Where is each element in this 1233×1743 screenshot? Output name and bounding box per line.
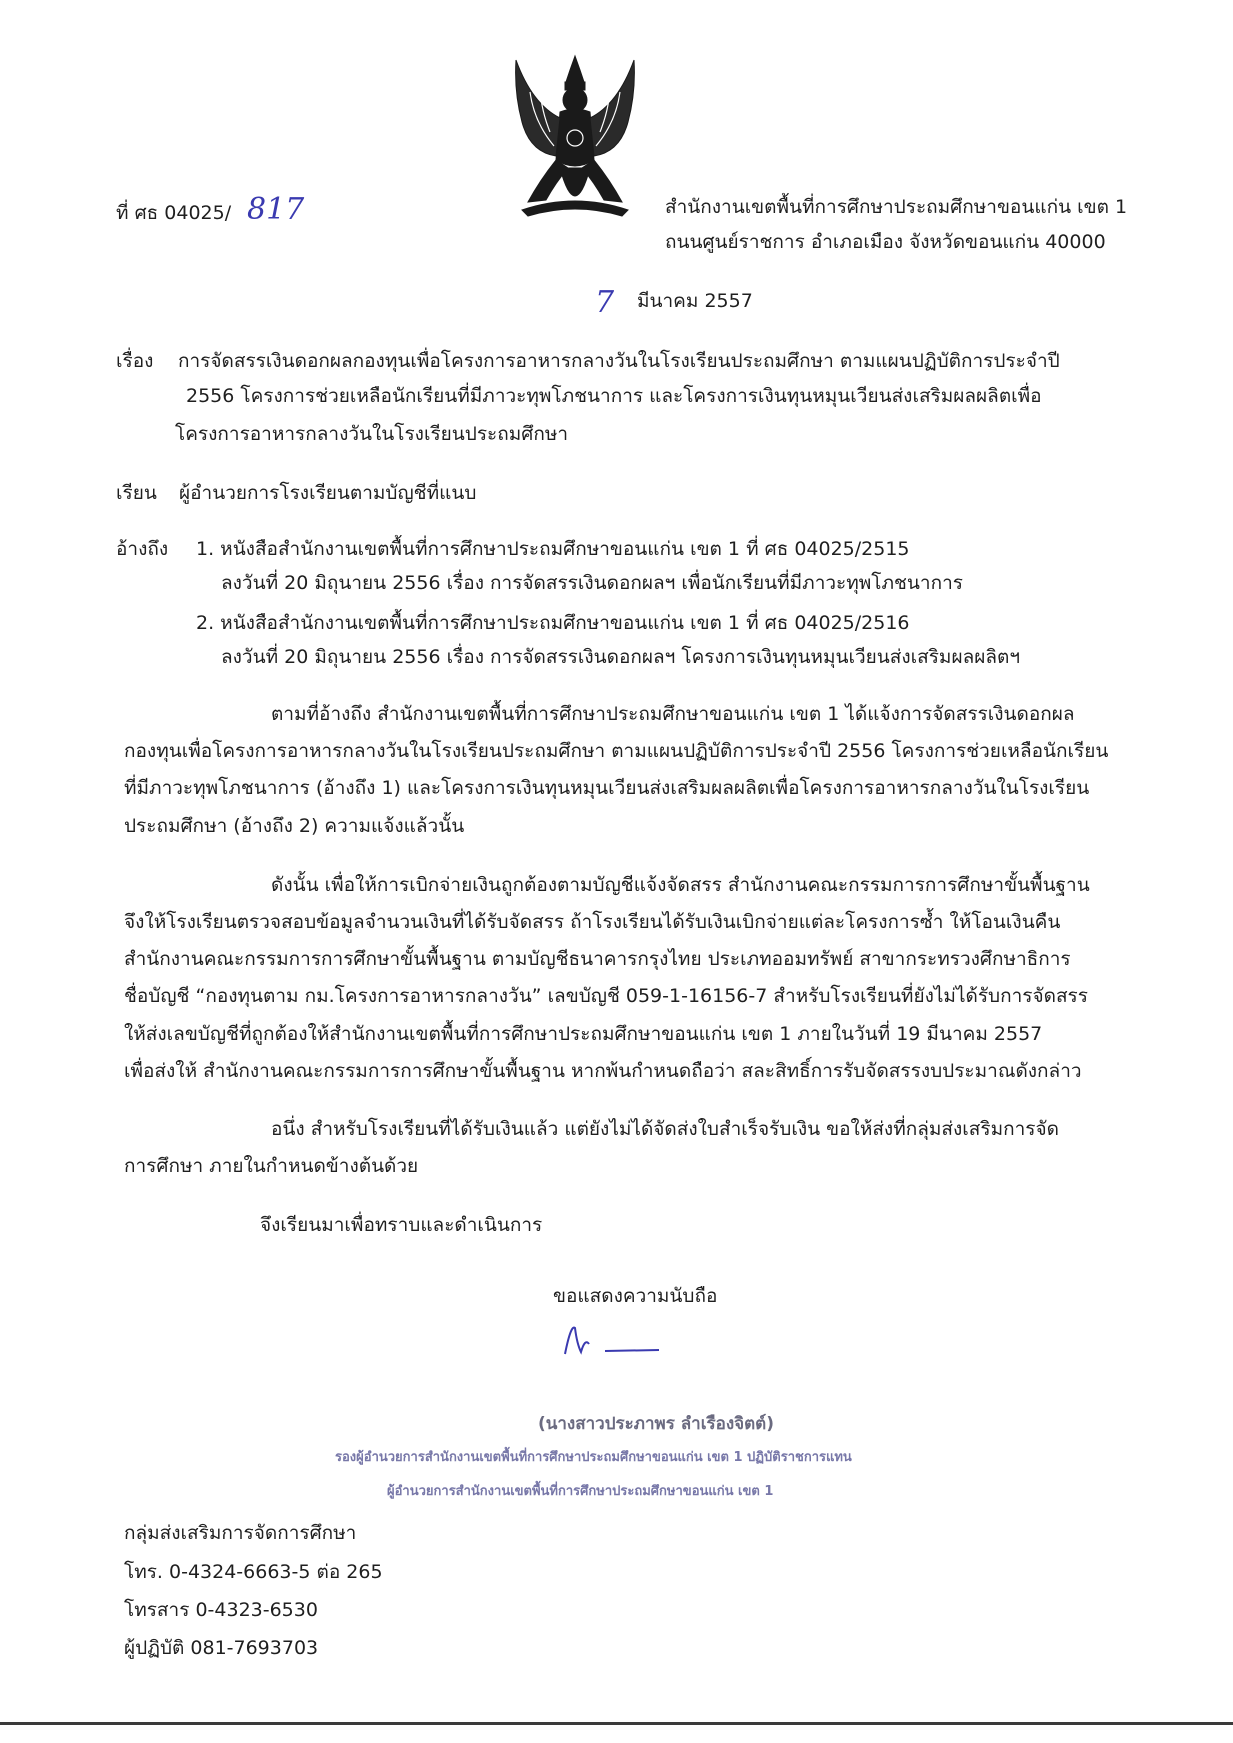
salutation-label: เรียน <box>116 482 157 504</box>
signature-mark <box>555 1318 665 1364</box>
subject-line-1: การจัดสรรเงินดอกผลกองทุนเพื่อโครงการอาหารกลางวันในโรงเรียนประถมศึกษา ตามแผนปฏิบัติการประจำปี <box>178 350 1060 372</box>
closing-regards: ขอแสดงความนับถือ <box>553 1285 718 1307</box>
contact-fax: โทรสาร 0-4323-6530 <box>124 1599 318 1621</box>
paragraph-4: จึงเรียนมาเพื่อทราบและดำเนินการ <box>260 1214 543 1236</box>
paragraph-2-line-5: ให้ส่งเลขบัญชีที่ถูกต้องให้สำนักงานเขตพื้นที่การศึกษาประถมศึกษาขอนแก่น เขต 1 ภายในวันที่ 19 มีนาคม 2557 <box>124 1023 1043 1045</box>
signatory-name-stamp: (นางสาวประภาพร ลำเรืองจิตต์) <box>538 1414 774 1434</box>
salutation-text: ผู้อำนวยการโรงเรียนตามบัญชีที่แนบ <box>179 482 477 504</box>
reference-number-handwritten: 817 <box>247 192 305 227</box>
reference-number-prefix: ที่ ศธ 04025/ <box>116 202 232 224</box>
contact-group: กลุ่มส่งเสริมการจัดการศึกษา <box>124 1522 357 1544</box>
paragraph-3-line-2: การศึกษา ภายในกำหนดข้างต้นด้วย <box>124 1155 419 1177</box>
paragraph-3-line-1: อนึ่ง สำหรับโรงเรียนที่ได้รับเงินแล้ว แต่ยังไม่ได้จัดส่งใบสำเร็จรับเงิน ขอให้ส่งที่กลุ่มส่งเสริมการจัด <box>271 1118 1059 1140</box>
date-day-handwritten: 7 <box>595 285 615 320</box>
reference-label: อ้างถึง <box>116 538 169 560</box>
reference-2-line-1: 2. หนังสือสำนักงานเขตพื้นที่การศึกษาประถมศึกษาขอนแก่น เขต 1 ที่ ศธ 04025/2516 <box>196 612 910 634</box>
paragraph-2-line-2: จึงให้โรงเรียนตรวจสอบข้อมูลจำนวนเงินที่ได้รับจัดสรร ถ้าโรงเรียนได้รับเงินเบิกจ่ายแต่ละโครงการซ้ำ ให้โอนเงินคืน <box>124 911 1061 933</box>
paragraph-1-line-4: ประถมศึกษา (อ้างถึง 2) ความแจ้งแล้วนั้น <box>124 815 465 837</box>
reference-1-line-2: ลงวันที่ 20 มิถุนายน 2556 เรื่อง การจัดสรรเงินดอกผลฯ เพื่อนักเรียนที่มีภาวะทุพโภชนาการ <box>221 572 963 594</box>
office-name: สำนักงานเขตพื้นที่การศึกษาประถมศึกษาขอนแก่น เขต 1 <box>665 196 1128 218</box>
reference-2-line-2: ลงวันที่ 20 มิถุนายน 2556 เรื่อง การจัดสรรเงินดอกผลฯ โครงการเงินทุนหมุนเวียนส่งเสริมผลผลิตฯ <box>221 646 1021 668</box>
paragraph-1-line-3: ที่มีภาวะทุพโภชนาการ (อ้างถึง 1) และโครงการเงินทุนหมุนเวียนส่งเสริมผลผลิตเพื่อโครงการอาหารกลางวันในโรงเรียน <box>124 777 1090 799</box>
paragraph-2-line-4: ชื่อบัญชี “กองทุนตาม กม.โครงการอาหารกลางวัน” เลขบัญชี 059-1-16156-7 สำหรับโรงเรียนที่ยังไม่ได้รับการจัดสรร <box>124 985 1088 1007</box>
scan-edge-divider <box>0 1722 1233 1725</box>
paragraph-2-line-1: ดังนั้น เพื่อให้การเบิกจ่ายเงินถูกต้องตามบัญชีแจ้งจัดสรร สำนักงานคณะกรรมการการศึกษาขั้นพื้นฐาน <box>271 874 1090 896</box>
subject-label: เรื่อง <box>116 350 154 372</box>
paragraph-2-line-3: สำนักงานคณะกรรมการการศึกษาขั้นพื้นฐาน ตามบัญชีธนาคารกรุงไทย ประเภทออมทรัพย์ สาขากระทรวงศึกษาธิการ <box>124 948 1071 970</box>
subject-line-3: โครงการอาหารกลางวันในโรงเรียนประถมศึกษา <box>175 423 569 445</box>
paragraph-2-line-6: เพื่อส่งให้ สำนักงานคณะกรรมการการศึกษาขั้นพื้นฐาน หากพ้นกำหนดถือว่า สละสิทธิ์การรับจัดสรรงบประมาณดังกล่าว <box>124 1060 1082 1082</box>
office-address: ถนนศูนย์ราชการ อำเภอเมือง จังหวัดขอนแก่น 40000 <box>665 231 1106 253</box>
subject-line-2: 2556 โครงการช่วยเหลือนักเรียนที่มีภาวะทุพโภชนาการ และโครงการเงินทุนหมุนเวียนส่งเสริมผลผลิตเพื่อ <box>186 385 1042 407</box>
paragraph-1-line-1: ตามที่อ้างถึง สำนักงานเขตพื้นที่การศึกษาประถมศึกษาขอนแก่น เขต 1 ได้แจ้งการจัดสรรเงินดอกผล <box>271 703 1075 725</box>
contact-phone: โทร. 0-4324-6663-5 ต่อ 265 <box>124 1561 383 1583</box>
contact-officer: ผู้ปฏิบัติ 081-7693703 <box>124 1637 319 1659</box>
reference-1-line-1: 1. หนังสือสำนักงานเขตพื้นที่การศึกษาประถมศึกษาขอนแก่น เขต 1 ที่ ศธ 04025/2515 <box>196 538 910 560</box>
signatory-position-stamp-line-1: รองผู้อำนวยการสำนักงานเขตพื้นที่การศึกษาประถมศึกษาขอนแก่น เขต 1 ปฏิบัติราชการแทน <box>335 1450 852 1465</box>
garuda-emblem-icon <box>510 52 640 224</box>
date-month-year: มีนาคม 2557 <box>637 290 753 312</box>
paragraph-1-line-2: กองทุนเพื่อโครงการอาหารกลางวันในโรงเรียนประถมศึกษา ตามแผนปฏิบัติการประจำปี 2556 โครงการช่วยเหลือนักเรียน <box>124 740 1109 762</box>
signatory-position-stamp-line-2: ผู้อำนวยการสำนักงานเขตพื้นที่การศึกษาประถมศึกษาขอนแก่น เขต 1 <box>387 1484 774 1499</box>
